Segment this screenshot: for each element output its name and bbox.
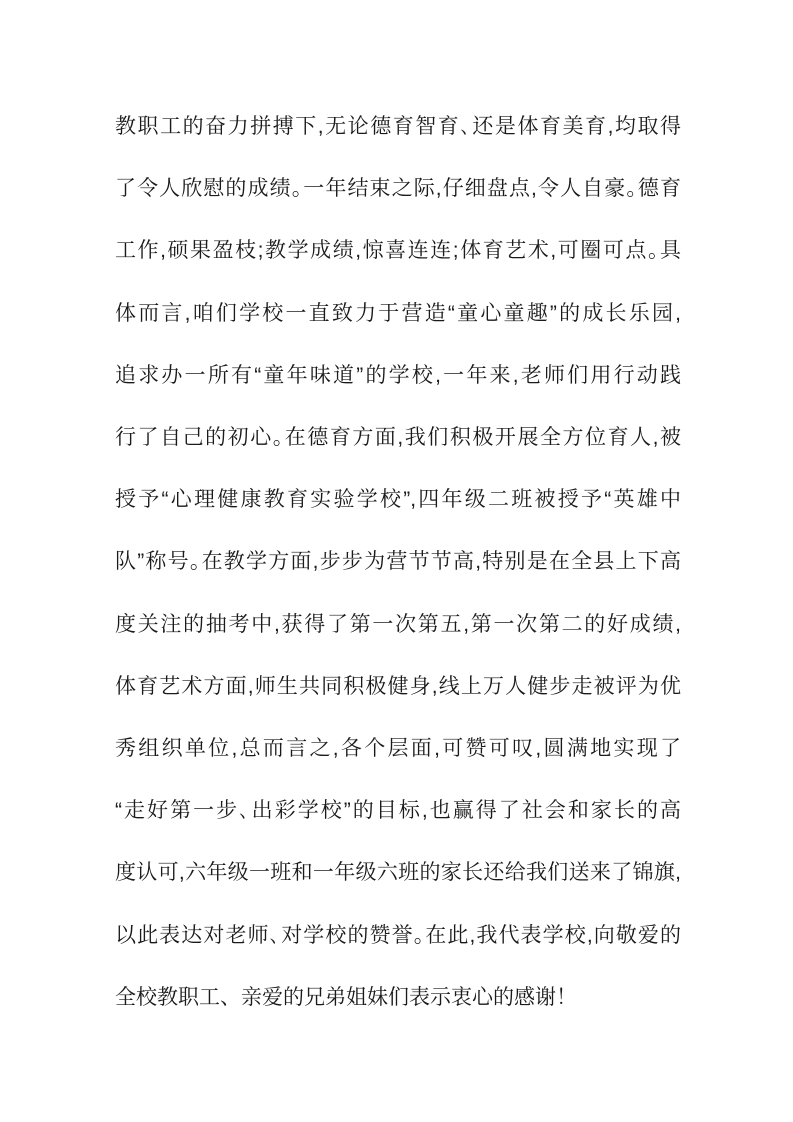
paragraph-line: 度认可,六年级一班和一年级六班的家长还给我们送来了锦旗, — [115, 861, 681, 885]
paragraph-line-last: 全校教职工、亲爱的兄弟姐妹们表示衷心的感谢！ — [115, 985, 577, 1009]
paragraph-line: 以此表达对老师､对学校的赞誉｡在此,我代表学校,向敬爱的 — [115, 923, 681, 947]
paragraph — [115, 96, 681, 1029]
paragraph-line: 体育艺术方面,师生共同积极健身,线上万人健步走被评为优 — [115, 674, 681, 698]
paragraph-line: “走好第一步､出彩学校”的目标,也赢得了社会和家长的高 — [115, 799, 681, 823]
paragraph-line: 了令人欣慰的成绩｡一年结束之际,仔细盘点,令人自豪｡德育 — [115, 177, 681, 201]
paragraph-line: 教职工的奋力拼搏下,无论德育智育､还是体育美育,均取得 — [115, 115, 681, 138]
paragraph-line: 体而言,咱们学校一直致力于营造“童心童趣”的成长乐园, — [115, 301, 681, 325]
paragraph-line: 队”称号｡在教学方面,步步为营节节高,特别是在全县上下高 — [115, 550, 681, 574]
paragraph-line: 工作,硕果盈枝;教学成绩,惊喜连连;体育艺术,可圈可点｡具 — [115, 239, 681, 263]
paragraph-line: 授予“心理健康教育实验学校”,四年级二班被授予“英雄中 — [115, 488, 681, 512]
paragraph-line: 度关注的抽考中,获得了第一次第五,第一次第二的好成绩, — [115, 612, 681, 636]
paragraph-line: 追求办一所有“童年味道”的学校,一年来,老师们用行动践 — [115, 363, 681, 387]
paragraph-line: 行了自己的初心｡在德育方面,我们积极开展全方位育人,被 — [115, 426, 681, 450]
paragraph-line: 秀组织单位,总而言之,各个层面,可赞可叹,圆满地实现了 — [115, 737, 681, 761]
